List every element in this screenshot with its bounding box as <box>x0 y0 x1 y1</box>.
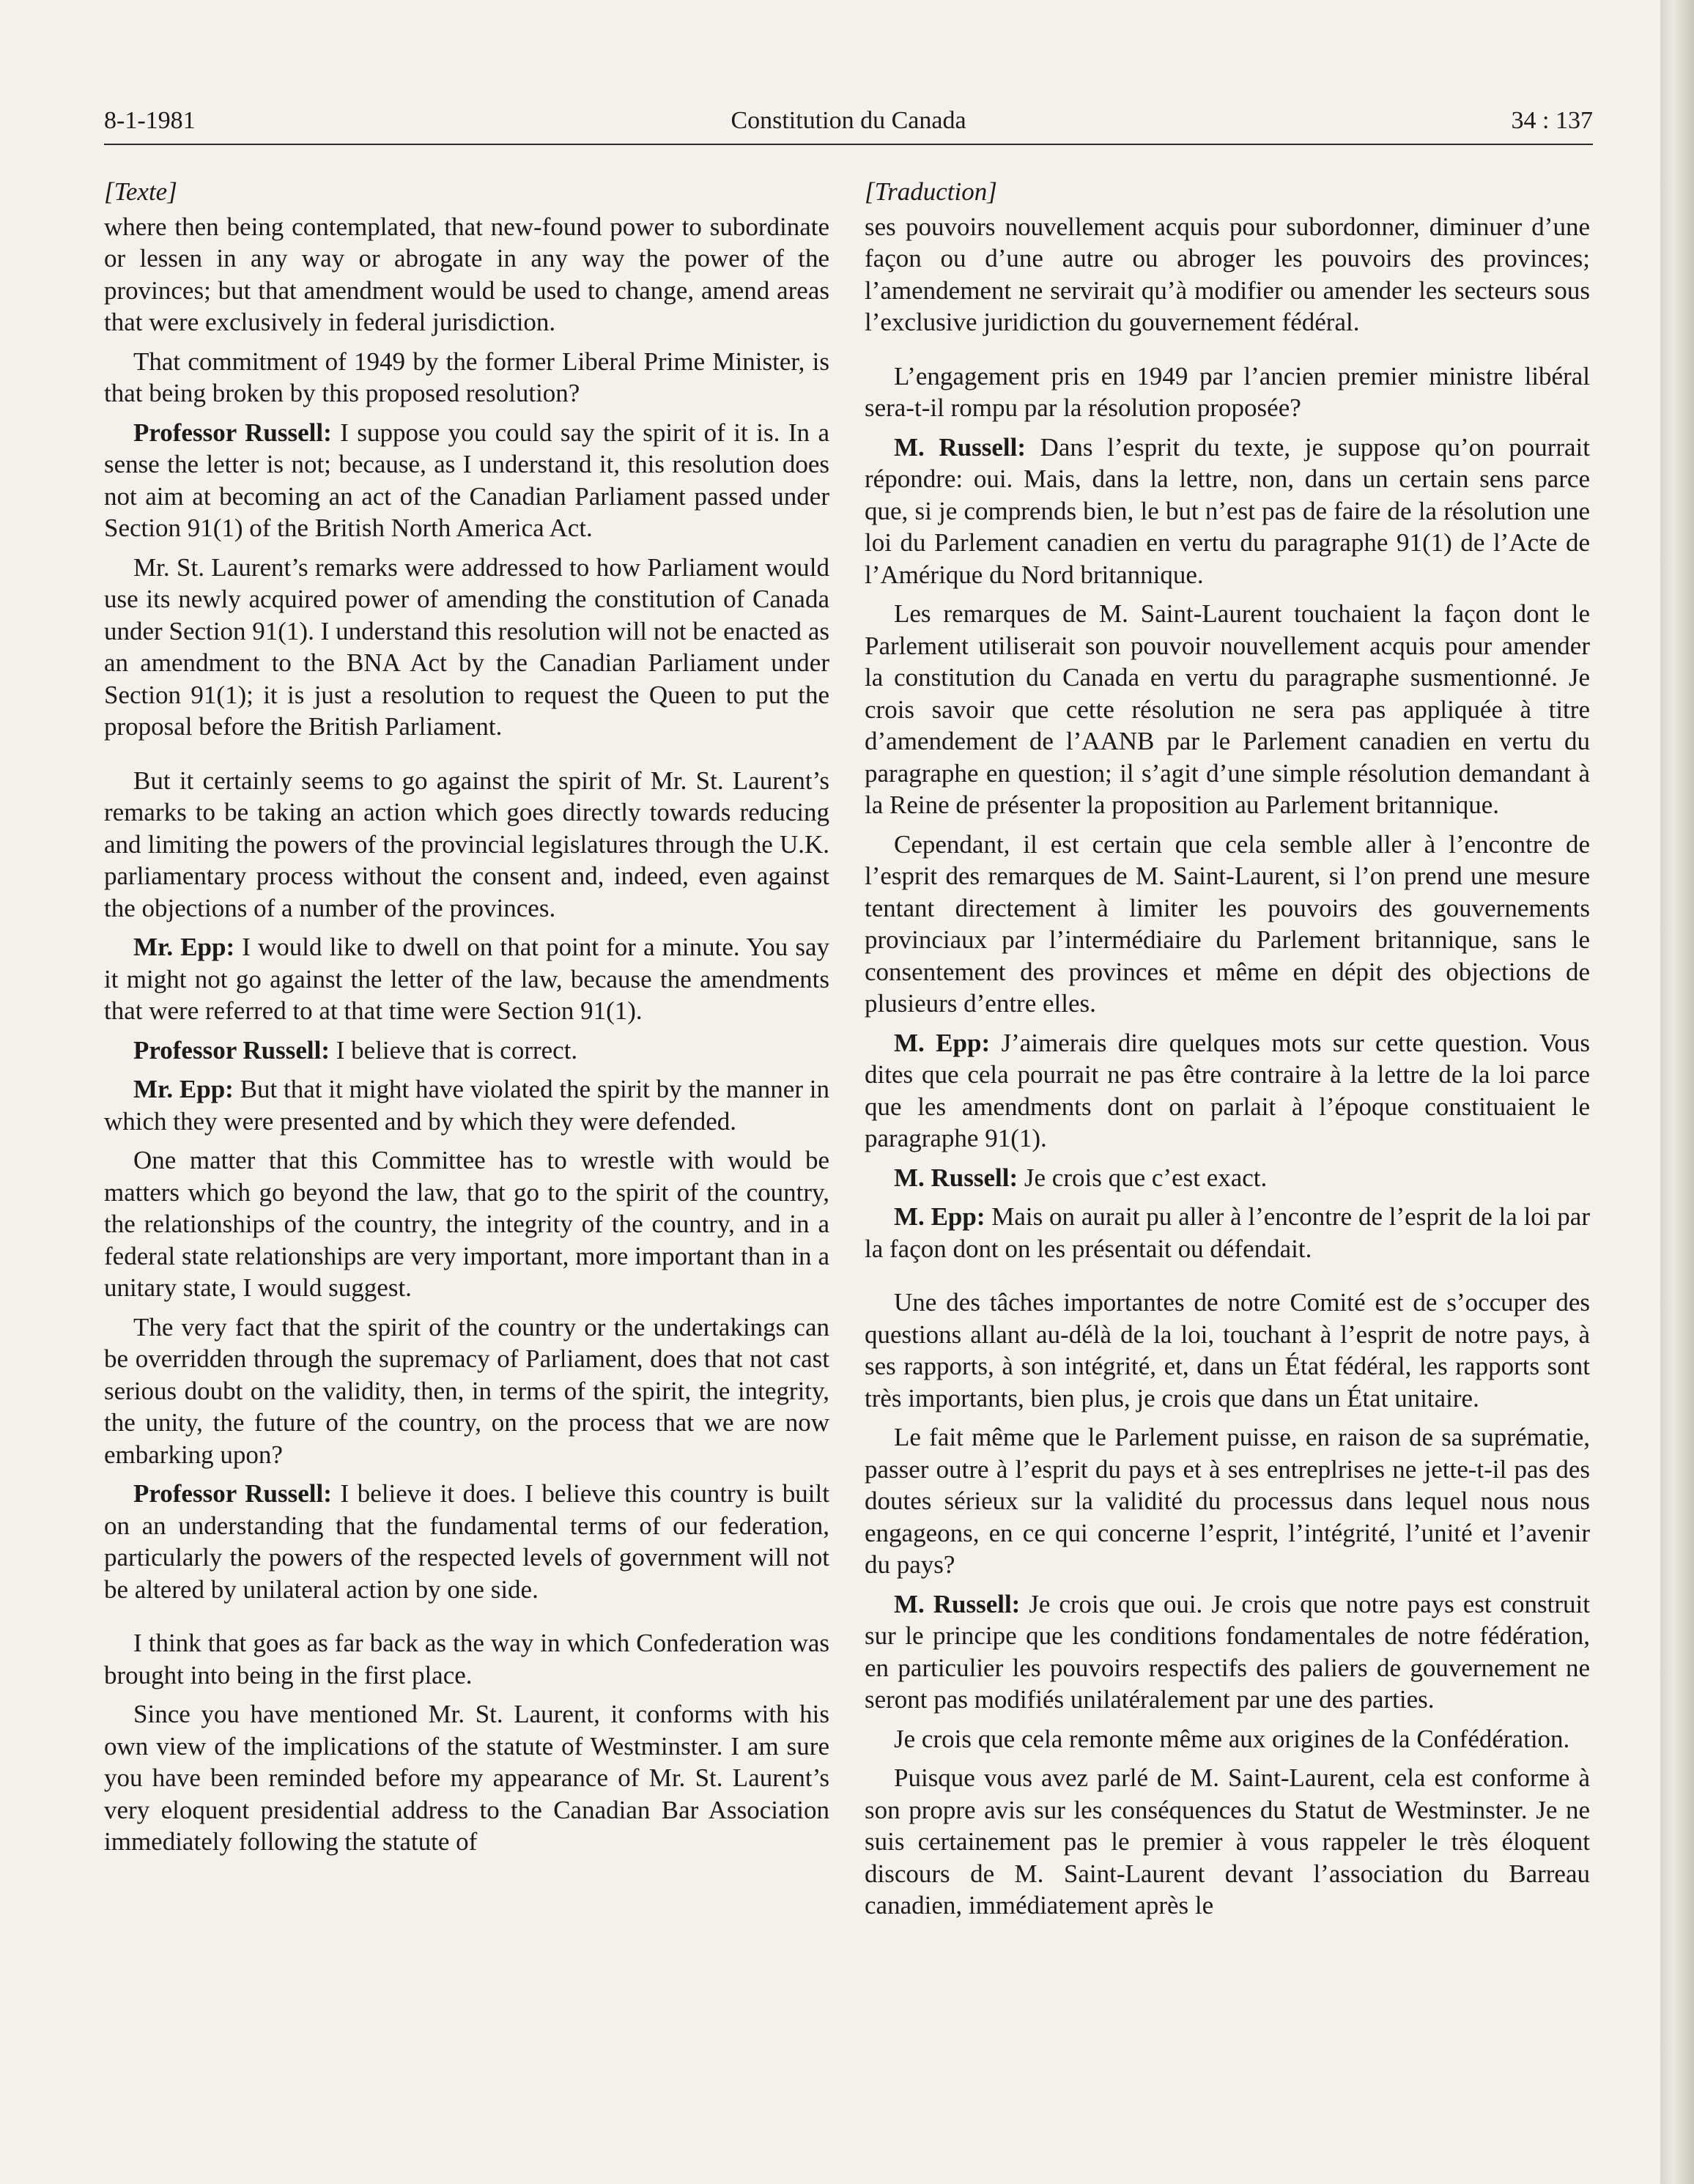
paragraph-text: Je crois que cela remonte même aux origines de la Confédération. <box>894 1724 1570 1753</box>
paragraph-text: I would like to dwell on that point for a minute. You say it might not go against the letter of the law, because the amendments that were referred to at that time were Section 91(1). <box>104 933 830 1025</box>
paragraph <box>865 360 1590 424</box>
header-date: 8-1-1981 <box>104 107 196 134</box>
paragraph-text: I suppose you could say the spirit of it is. In a sense the letter is not; because, as I understand it, this resolution does not aim at becoming an act of the Canadian Parliament passed under Section 91(1) of the British North America Act. <box>104 418 829 542</box>
paragraph-text: Mr. St. Laurent’s remarks were addressed to how Parliament would use its newly acquired power of amending the constitution of Canada under Section 91(1). I understand this resolution will not be enacted as an amendment to the BNA Act by the Canadian Parliament under Section 91(1); it is just a resolution to request the Queen to put the proposal before the British Parliament. <box>104 552 829 741</box>
speaker-name: M. Russell: <box>894 1163 1018 1192</box>
speaker-name: Professor Russell: <box>133 418 332 447</box>
paragraph-text: ses pouvoirs nouvellement acquis pour subordonner, diminuer d’une façon ou d’une autre ou abroger les pouvoirs des provinces; l’amendement ne servirait qu’à modifier ou amender les secteurs sous l’exclusive juridiction du gouvernement fédéral. <box>865 212 1590 336</box>
paragraph <box>865 1762 1590 1922</box>
paragraph-text: J’aimerais dire quelques mots sur cette question. Vous dites que cela pourrait ne pas être contraire à la lettre de la loi parce que les amendments dont on parlait à l’époque constituaient le paragraphe 91(1). <box>865 1028 1590 1152</box>
paragraph-text: Une des tâches importantes de notre Comité est de s’occuper des questions allant au-délà de la loi, touchant à l’esprit de notre pays, à ses rapports, à son intégrité, et, dans un État fédéral, les rapports sont très importants, bien plus, je crois que dans un État unitaire. <box>865 1288 1590 1413</box>
paragraph-text: Puisque vous avez parlé de M. Saint-Laurent, cela est conforme à son propre avis sur les conséquences du Statut de Westminster. Je ne suis certainement pas le premier à vous rappeler le très éloquent discours de M. Saint-Laurent devant l’association du Barreau canadien, immédiatement après le <box>865 1763 1590 1920</box>
paragraph <box>865 829 1590 1020</box>
speaker-name: M. Russell: <box>894 1589 1021 1618</box>
paragraph <box>865 432 1590 591</box>
paragraph-text: L’engagement pris en 1949 par l’ancien premier ministre libéral sera-t-il rompu par la résolution proposée? <box>865 361 1590 422</box>
paragraph-text: where then being contemplated, that new-found power to subordinate or lessen in any way or abrogate in any way the power of the provinces; but that amendment would be used to change, amend areas that were exclusively in federal jurisdiction. <box>104 212 829 336</box>
speaker-name: M. Epp: <box>894 1202 985 1231</box>
paragraph-text: Le fait même que le Parlement puisse, en raison de sa suprématie, passer outre à l’esprit du pays et à ses entreplrises ne jette-t-il pas des doutes sérieux sur la validité du processus dans lequel nous nous engageons, en ce qui concerne l’esprit, l’intégrité, l’unité et l’avenir du pays? <box>865 1423 1590 1579</box>
paragraph <box>865 1027 1590 1155</box>
header-title: Constitution du Canada <box>731 107 966 134</box>
paragraph <box>865 1723 1590 1755</box>
paragraph <box>104 1478 829 1605</box>
paragraph <box>865 211 1590 338</box>
paragraph-text: That commitment of 1949 by the former Liberal Prime Minister, is that being broken by this proposed resolution? <box>104 347 829 407</box>
paragraph <box>104 1698 829 1858</box>
paragraph <box>865 598 1590 821</box>
paragraph <box>104 1034 829 1067</box>
paragraph <box>865 1588 1590 1716</box>
paragraph <box>865 1421 1590 1581</box>
paragraph <box>104 1311 829 1471</box>
paragraph <box>104 765 829 925</box>
column-label: [Traduction] <box>865 177 997 206</box>
paragraph-text: But it certainly seems to go against the spirit of Mr. St. Laurent’s remarks to be taking an action which goes directly towards reducing and limiting the powers of the provincial legislatures through the U.K. parliamentary process without the consent and, indeed, even against the objections of a number of the provinces. <box>104 766 829 922</box>
paragraph-text: The very fact that the spirit of the country or the undertakings can be overridden through the supremacy of Parliament, does that not cast serious doubt on the validity, then, in terms of the spirit, the integrity, the unity, the future of the country, on the process that we are now embarking upon? <box>104 1312 829 1469</box>
paragraph <box>104 346 829 410</box>
english-column <box>104 176 829 1865</box>
paragraph-text: Les remarques de M. Saint-Laurent touchaient la façon dont le Parlement utiliserait son pouvoir nouvellement acquis pour amender la constitution du Canada en vertu du paragraphe susmentionné. Je crois savoir que cette résolution ne sera pas appliquée à titre d’amendement de l’AANB par le Parlement canadien en vertu du paragraphe en question; il s’agit d’une simple résolution demandant à la Reine de présenter la proposition au Parlement britannique. <box>865 599 1590 819</box>
column-label: [Texte] <box>104 177 177 206</box>
paragraph-text: One matter that this Committee has to wrestle with would be matters which go beyond the law, that go to the spirit of the country, the relationships of the country, the integrity of the country, and in a federal state relationships are very important, more important than in a unitary state, I would suggest. <box>104 1146 829 1302</box>
paragraph-text: Mais on aurait pu aller à l’encontre de l’esprit de la loi par la façon dont on les présentait ou défendait. <box>865 1202 1590 1263</box>
paragraph <box>104 1627 829 1691</box>
speaker-name: Professor Russell: <box>133 1035 330 1065</box>
paragraph <box>104 417 829 544</box>
speaker-name: Professor Russell: <box>133 1479 332 1508</box>
paragraph-text: Je crois que c’est exact. <box>1018 1163 1268 1192</box>
paragraph-text: Since you have mentioned Mr. St. Laurent, it conforms with his own view of the implications of the statute of Westminster. I am sure you have been reminded before my appearance of Mr. St. Laurent’s very eloquent presidential address to the Canadian Bar Association immediately following the statute of <box>104 1700 829 1856</box>
paragraph <box>104 1073 829 1137</box>
french-column <box>865 176 1590 1929</box>
paragraph <box>104 552 829 743</box>
paragraph <box>865 1162 1590 1194</box>
paragraph <box>104 211 829 338</box>
paragraph-text: Je crois que oui. Je crois que notre pays est construit sur le principe que les conditions fondamentales de notre fédération, en particulier les pouvoirs respectifs des paliers de gouvernement ne seront pas modifiés unilatéralement par une des parties. <box>865 1589 1590 1714</box>
page-header <box>104 103 1593 145</box>
page-edge <box>1660 0 1694 2184</box>
paragraph-text: But that it might have violated the spirit by the manner in which they were presented and by which they were defended. <box>104 1075 829 1136</box>
speaker-name: M. Russell: <box>894 432 1026 462</box>
speaker-name: M. Epp: <box>894 1028 991 1057</box>
paragraph <box>865 1287 1590 1414</box>
speaker-name: Mr. Epp: <box>133 933 235 961</box>
paragraph-text: I think that goes as far back as the way in which Confederation was brought into being in the first place. <box>104 1629 829 1689</box>
paragraph-text: Dans l’esprit du texte, je suppose qu’on pourrait répondre: oui. Mais, dans la lettre, non, dans un certain sens parce que, si je comprends bien, le but n’est pas de faire de la résolution une loi du Parlement canadien en vertu du paragraphe 91(1) de l’Acte de l’Amérique du Nord britannique. <box>865 432 1591 589</box>
paragraph <box>104 1144 829 1304</box>
paragraph <box>104 931 829 1027</box>
paragraph <box>865 1201 1590 1265</box>
speaker-name: Mr. Epp: <box>133 1075 234 1103</box>
header-page-number: 34 : 137 <box>1511 107 1593 134</box>
paragraph-text: I believe that is correct. <box>330 1035 578 1065</box>
paragraph-text: I believe it does. I believe this country is built on an understanding that the fundamental terms of our federation, particularly the powers of the respected levels of government will not be altered by unilateral action by one side. <box>104 1479 829 1604</box>
paragraph-text: Cependant, il est certain que cela semble aller à l’encontre de l’esprit des remarques de M. Saint-Laurent, si l’on prend une mesure tentant directement à limiter les pouvoirs des gouvernements provinciaux par l’intermédiaire du Parlement britannique, sans le consentement des provinces et même en dépit des objections de plusieurs d’entre elles. <box>865 829 1590 1018</box>
